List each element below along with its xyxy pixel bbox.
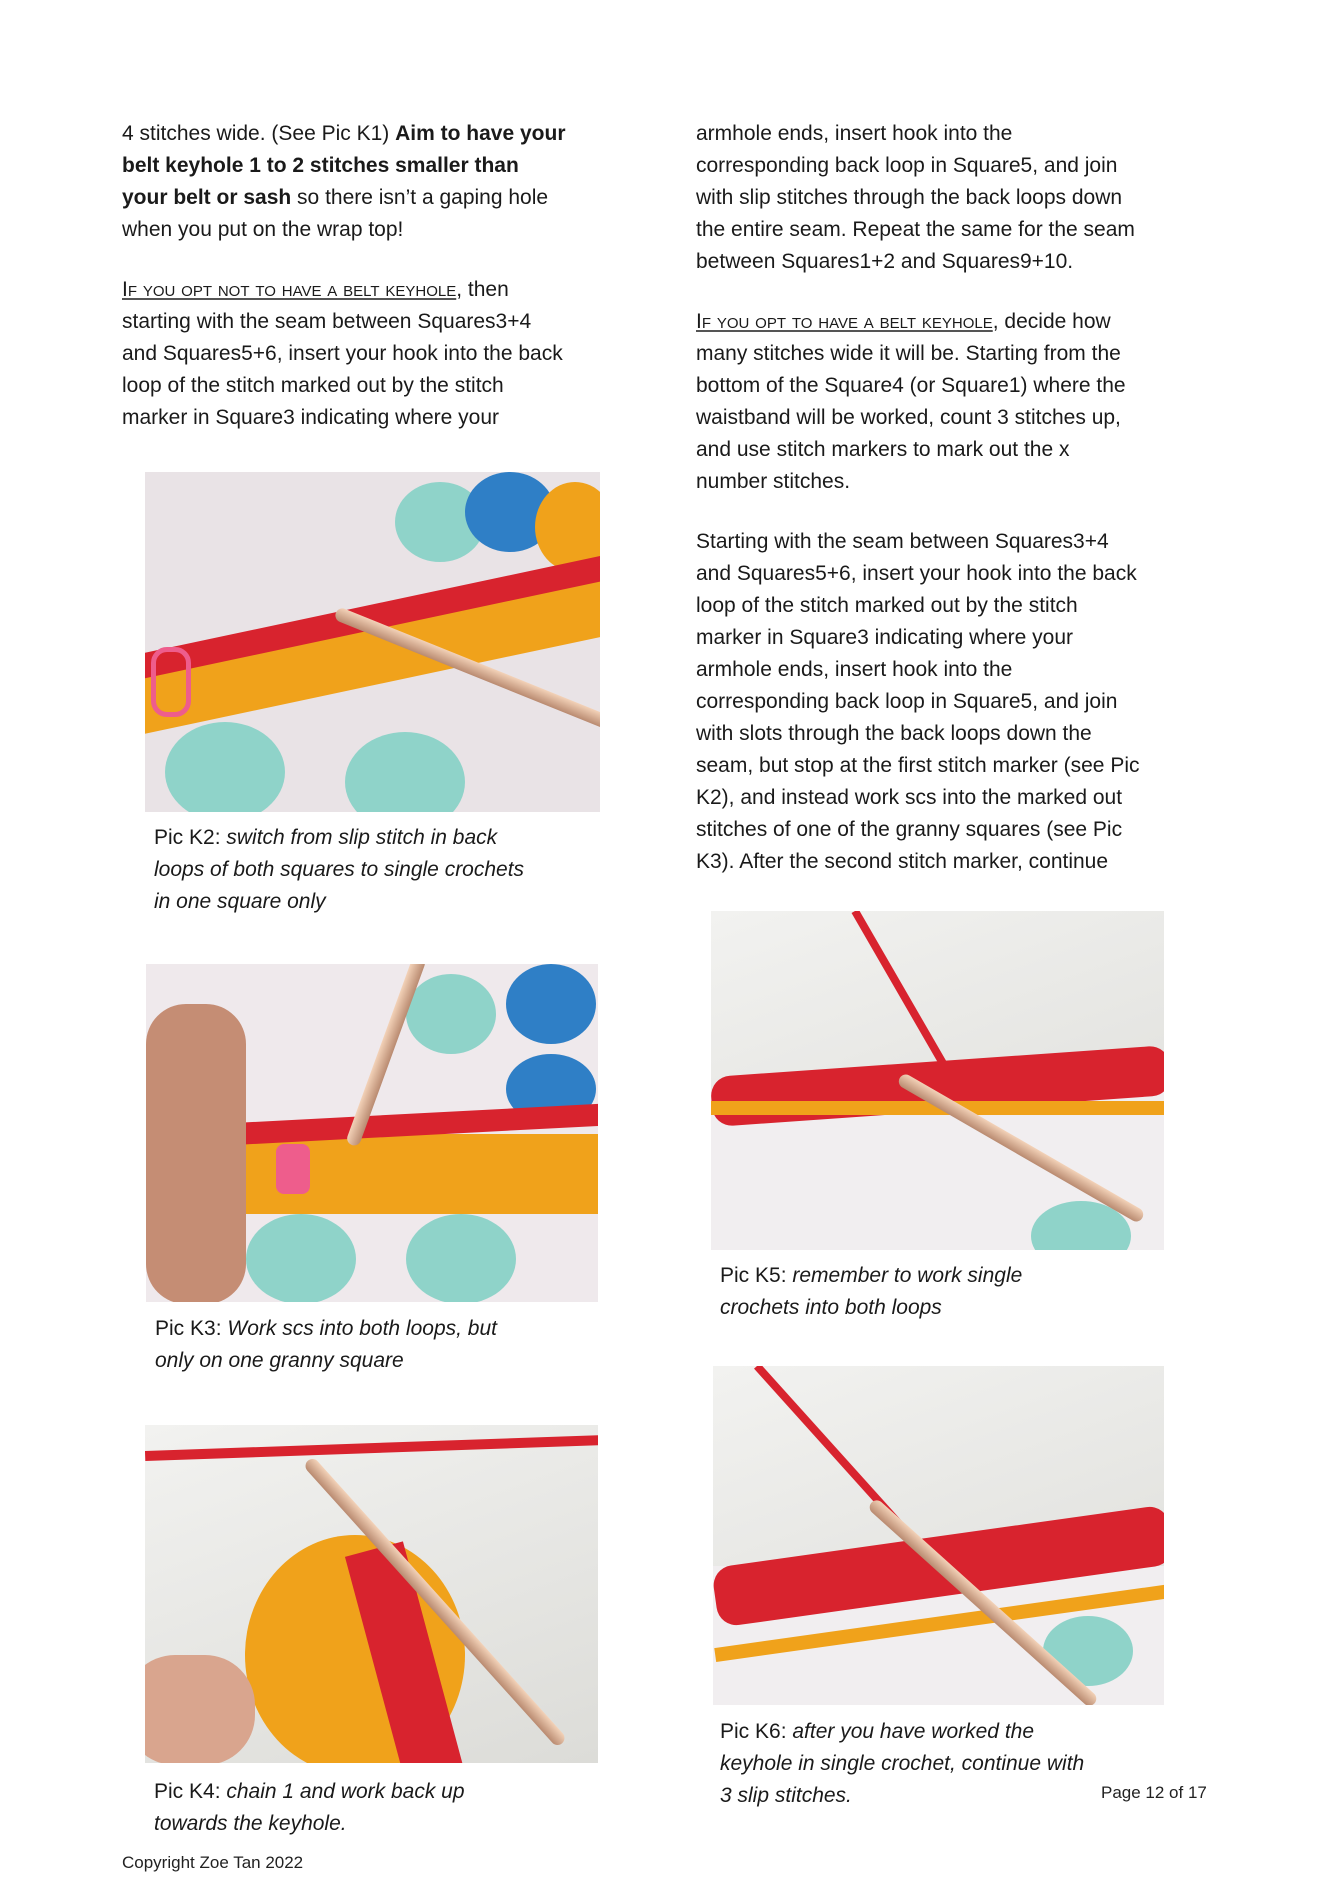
- caption-k4: [154, 1808, 347, 1840]
- caption-text: switch from slip stitch in back: [226, 826, 498, 849]
- caption-k3: [155, 1345, 404, 1377]
- body-text: so there isn’t a gaping hole: [291, 186, 549, 209]
- body-text: 4 stitches wide. (See Pic K1): [122, 122, 396, 145]
- body-text: stitches of one of the granny squares (see Pic: [696, 818, 1123, 841]
- caption-text: loops of both squares to single crochets: [154, 858, 525, 881]
- photo-k6: [713, 1366, 1164, 1705]
- caption-k2: [154, 854, 524, 886]
- page-number: Page 12 of 17: [1101, 1783, 1207, 1802]
- caption-label: Pic K5:: [720, 1264, 793, 1287]
- photo-k2: [145, 472, 600, 812]
- body-text: corresponding back loop in Square5, and join: [696, 154, 1118, 177]
- body-text: marker in Square3 indicating where your: [696, 626, 1074, 649]
- caption-k6: [720, 1748, 1084, 1780]
- caption-text: after you have worked the: [792, 1720, 1035, 1743]
- text-line: [122, 274, 509, 306]
- body-text: armhole ends, insert hook into the: [696, 658, 1013, 681]
- body-text: bottom of the Square4 (or Square1) where the: [696, 374, 1126, 397]
- caption-text: crochets into both loops: [720, 1296, 942, 1319]
- caption-k2: [154, 886, 326, 918]
- caption-label: Pic K4:: [154, 1780, 227, 1803]
- body-text: and Squares5+6, insert your hook into the back: [696, 562, 1137, 585]
- caption-k5: [720, 1260, 1022, 1292]
- body-text: the entire seam. Repeat the same for the seam: [696, 218, 1135, 241]
- body-text: starting with the seam between Squares3+4: [122, 310, 532, 333]
- body-text: loop of the stitch marked out by the stitch: [696, 594, 1078, 617]
- body-text: and Squares5+6, insert your hook into the back: [122, 342, 563, 365]
- caption-text: only on one granny square: [155, 1349, 404, 1372]
- caption-text: remember to work single: [792, 1264, 1023, 1287]
- caption-text: keyhole in single crochet, continue with: [720, 1752, 1085, 1775]
- body-text: between Squares1+2 and Squares9+10.: [696, 250, 1074, 273]
- body-text: armhole ends, insert hook into the: [696, 122, 1013, 145]
- caption-k4: [154, 1776, 465, 1808]
- body-text: Starting with the seam between Squares3+4: [696, 530, 1109, 553]
- body-text: , decide how: [992, 310, 1111, 333]
- body-text: , then: [456, 278, 509, 301]
- caption-k6: [720, 1716, 1034, 1748]
- body-text: seam, but stop at the first stitch marker (see Pic: [696, 754, 1140, 777]
- section-heading: If you opt to have a belt keyhole: [696, 310, 993, 333]
- caption-k3: [155, 1313, 497, 1345]
- body-text: many stitches wide it will be. Starting from the: [696, 342, 1121, 365]
- body-text: corresponding back loop in Square5, and join: [696, 690, 1118, 713]
- body-text: number stitches.: [696, 470, 851, 493]
- section-heading: If you opt not to have a belt keyhole: [122, 278, 457, 301]
- body-text: loop of the stitch marked out by the stitch: [122, 374, 504, 397]
- caption-text: chain 1 and work back up: [226, 1780, 465, 1803]
- caption-label: Pic K3:: [155, 1317, 228, 1340]
- caption-k6: [720, 1780, 852, 1812]
- caption-label: Pic K6:: [720, 1720, 793, 1743]
- photo-k3: [146, 964, 598, 1302]
- body-text: K2), and instead work scs into the marked out: [696, 786, 1123, 809]
- body-text: K3). After the second stitch marker, continue: [696, 850, 1109, 873]
- bold-text: belt keyhole 1 to 2 stitches smaller than: [122, 154, 519, 177]
- photo-k4: [145, 1425, 598, 1763]
- text-line: [122, 118, 566, 150]
- caption-text: towards the keyhole.: [154, 1812, 347, 1835]
- body-text: and use stitch markers to mark out the x: [696, 438, 1070, 461]
- body-text: when you put on the wrap top!: [122, 218, 404, 241]
- photo-k5: [711, 911, 1164, 1250]
- caption-text: 3 slip stitches.: [720, 1784, 852, 1807]
- text-line: [696, 306, 1111, 338]
- body-text: marker in Square3 indicating where your: [122, 406, 500, 429]
- caption-text: Work scs into both loops, but: [227, 1317, 498, 1340]
- body-text: with slip stitches through the back loops down: [696, 186, 1123, 209]
- caption-k2: [154, 822, 497, 854]
- text-line: [122, 182, 548, 214]
- caption-label: Pic K2:: [154, 826, 227, 849]
- copyright-footer: Copyright Zoe Tan 2022: [122, 1853, 304, 1872]
- bold-text: Aim to have your: [395, 122, 566, 145]
- caption-text: in one square only: [154, 890, 326, 913]
- bold-text: your belt or sash: [122, 186, 292, 209]
- caption-k5: [720, 1292, 942, 1324]
- body-text: waistband will be worked, count 3 stitches up,: [696, 406, 1121, 429]
- body-text: with slots through the back loops down the: [696, 722, 1092, 745]
